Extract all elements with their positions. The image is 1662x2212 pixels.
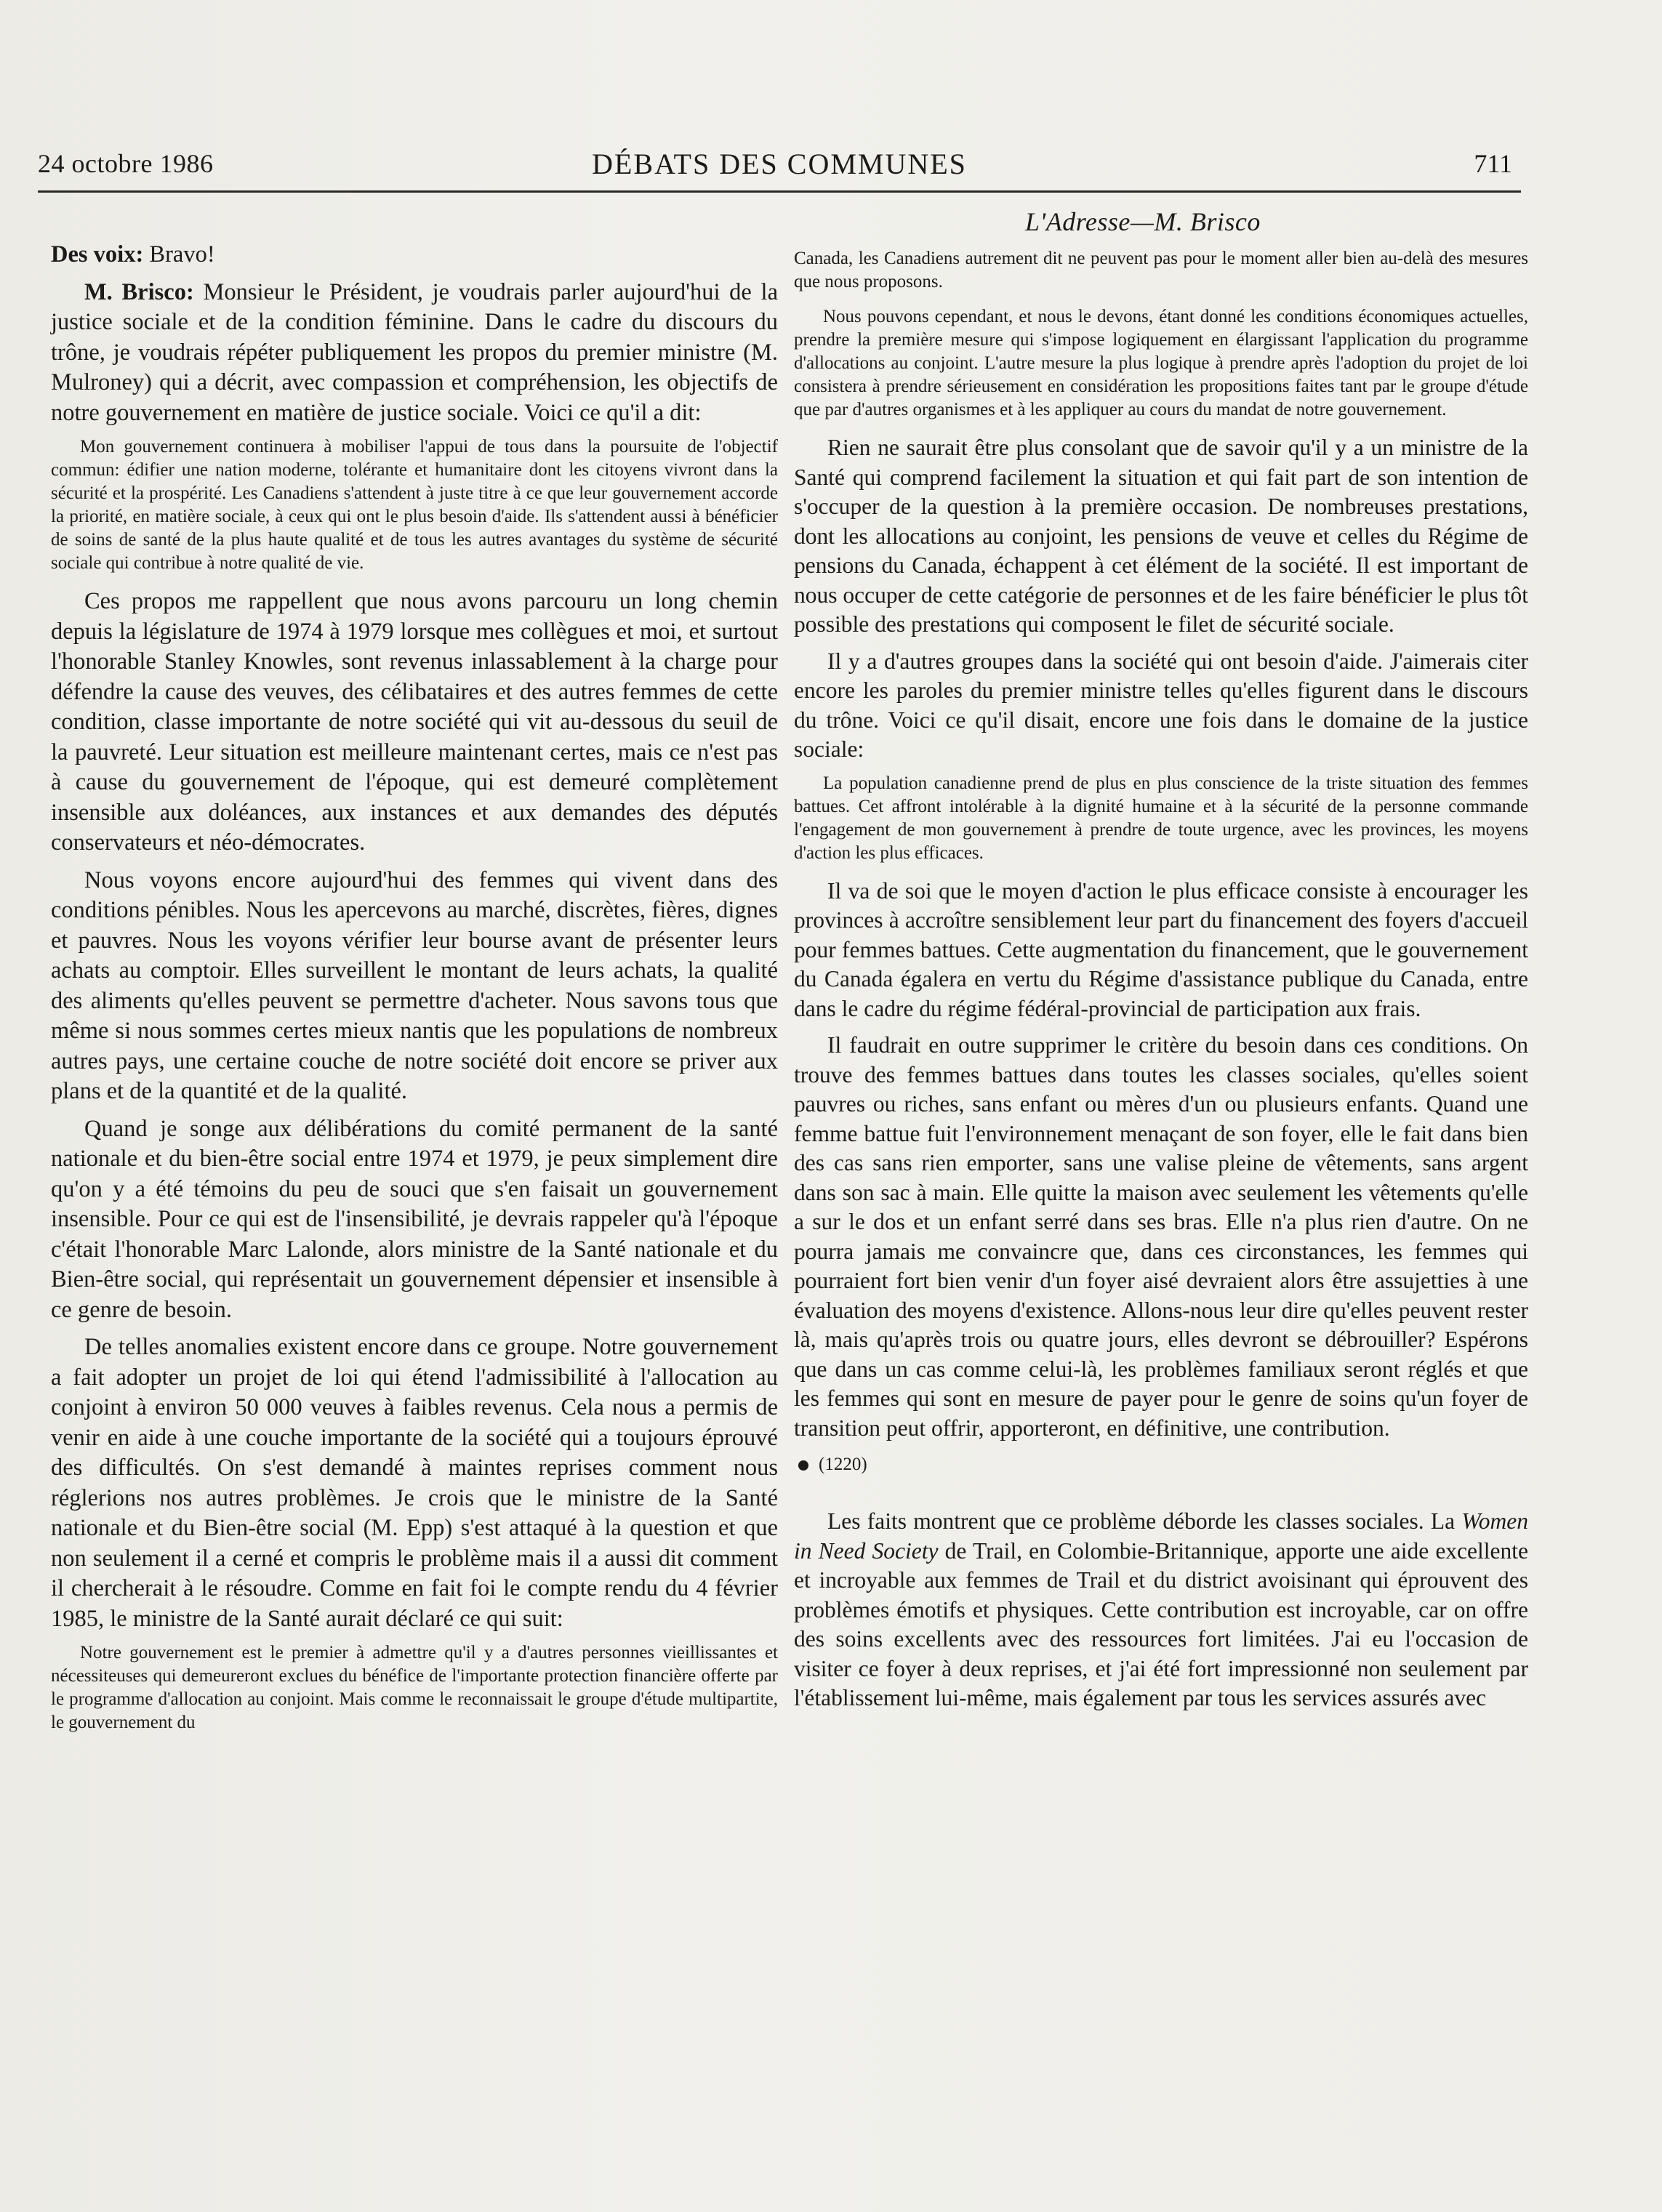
page-number: 711 [1474,149,1512,178]
paragraph [794,1507,1528,1713]
left-column [51,240,778,1746]
quotation: La population canadienne prend de plus en plus conscience de la triste situation des femmes battues. Cet affront intolérable à la dignité humaine et à la sécurité de la personne commande l'engagement de mon gouvernement à prendre de toute urgence, avec les provinces, les moyens d'action les plus efficaces. [794,773,1528,863]
quotation: Mon gouvernement continuera à mobiliser l'appui de tous dans la poursuite de l'objectif commun: édifier une nation moderne, tolérante et humanitaire dont les citoyens vivront dans la sécurité et la prospérité. Les Canadiens s'attendent à juste titre à ce que leur gouvernement accorde la priorité, en matière sociale, à ceux qui ont le plus besoin d'aide. Ils s'attendent aussi à bénéficier de soins de santé de la plus haute qualité et de tous les autres avantages du système de sécurité sociale qui contribue à notre qualité de vie. [51,437,778,573]
paragraph: De telles anomalies existent encore dans ce groupe. Notre gouvernement a fait adopter un projet de loi qui étend l'admissibilité à l'allocation au conjoint à environ 50 000 veuves à faibles revenus. Cela nous a permis de venir en aide à une couche importante de la société qui a toujours éprouvé des difficultés. On s'est demandé à maintes reprises comment nous réglerions nos autres problèmes. Je crois que le ministre de la Santé nationale et du Bien-être social (M. Epp) s'est attaqué à la question et que non seulement il a cerné et compris le problème mais il a aussi dit comment il chercherait à le résoudre. Comme en fait foi le compte rendu du 4 février 1985, le ministre de la Santé aurait déclaré ce qui suit: [51,1334,778,1632]
paragraph: Quand je songe aux délibérations du comité permanent de la santé nationale et du bien-être social entre 1974 et 1979, je peux simplement dire qu'on y a été témoins du peu de souci que s'en faisait un gouvernement insensible. Pour ce qui est de l'insensibilité, je devrais rappeler qu'à l'époque c'était l'honorable Marc Lalonde, alors ministre de la Santé nationale et du Bien-être social, qui représentait un gouvernement dépensier et insensible à ce genre de besoin. [51,1115,778,1323]
page-header [38,142,1521,193]
paragraph: Il y a d'autres groupes dans la société qui ont besoin d'aide. J'aimerais citer encore les paroles du premier ministre telles qu'elles figurent dans le discours du trône. Voici ce qu'il disait, encore une fois dans le domaine de la justice sociale: [794,648,1528,762]
paragraph: Rien ne saurait être plus consolant que de savoir qu'il y a un ministre de la Santé qui comprend facilement la situation et qui fait part de son intention de s'occuper de la question à la première occasion. De nombreuses prestations, dont les allocations au conjoint, les pensions de veuve et celles du Régime de pensions du Canada, échappent à cet élément de la société. Il est important de nous occuper de cette catégorie de personnes et de les faire bénéficier le plus tôt possible des prestations qui composent le filet de sécurité sociale. [794,435,1528,637]
interjection-text: Bravo! [149,241,215,268]
section-subhead: L'Adresse—M. Brisco [1025,207,1261,236]
organization-name: Women in Need Society [794,1508,1528,1564]
header-date: 24 octobre 1986 [38,149,214,178]
header-title: DÉBATS DES COMMUNES [592,148,967,180]
paragraph-text: Monsieur le Président, je voudrais parler aujourd'hui de la justice sociale et de la condition féminine. Dans le cadre du discours du trône, je voudrais répéter publiquement les propos du premier ministre (M. Mulroney) qui a décrit, avec compassion et compréhension, les objectifs de notre gouvernement en matière de justice sociale. Voici ce qu'il a dit: [51,278,778,426]
quotation: Nous pouvons cependant, et nous le devons, étant donné les conditions économiques actuelles, prendre la première mesure qui s'impose logiquement en élargissant l'application du programme d'allocations au conjoint. L'autre mesure la plus logique à prendre après l'adoption du projet de loi consistera à prendre sérieusement en considération les propositions faites tant par le groupe d'étude que par d'autres organismes et à les appliquer au cours du mandat de notre gouvernement. [794,307,1528,419]
paragraph: Il faudrait en outre supprimer le critère du besoin dans ces conditions. On trouve des femmes battues dans toutes les classes sociales, qu'elles soient pauvres ou riches, sans enfant ou mères d'un ou plusieurs enfants. Quand une femme battue fuit l'environnement menaçant de son foyer, elle le fait dans bien des cas sans rien emporter, sans une valise pleine de vêtements, sans argent dans son sac à main. Elle quitte la maison avec seulement les vêtements qu'elle a sur le dos et un enfant serré dans ses bras. Elle n'a plus rien d'autre. On ne pourra jamais me convaincre que, dans ces circonstances, les femmes qui pourraient fort bien venir d'un foyer aisé devraient alors être assujetties à une évaluation des moyens d'existence. Allons-nous leur dire qu'elles peuvent rester là, mais qu'après trois ou quatre jours, elles devront se débrouiller? Espérons que dans un cas comme celui-là, les problèmes familiaux seront réglés et que les femmes qui sont en mesure de payer pour le genre de soins qu'un foyer de transition peut offrir, apporteront, en définitive, une contribution. [794,1032,1528,1441]
quotation: Notre gouvernement est le premier à admettre qu'il y a d'autres personnes vieillissantes et nécessiteuses qui demeureront exclues du bénéfice de l'importante protection financière offerte par le programme d'allocation au conjoint. Mais comme le reconnaissait le groupe d'étude multipartite, le gouvernement du [51,1643,778,1732]
speaker-name: Des voix: [51,241,144,268]
time-marker [798,1455,1528,1475]
bullet-icon [798,1460,808,1471]
quotation-continued: Canada, les Canadiens autrement dit ne peuvent pas pour le moment aller bien au-delà des mesures que nous proposons. [794,249,1528,291]
time-marker-text: (1220) [819,1455,867,1474]
paragraph: Ces propos me rappellent que nous avons parcouru un long chemin depuis la législature de 1974 à 1979 lorsque mes collègues et moi, et surtout l'honorable Stanley Knowles, sont revenus inlassablement à la charge pour défendre la cause des veuves, des célibataires et des autres femmes de cette condition, classe importante de notre société qui vit au-dessous du seuil de la pauvreté. Leur situation est meilleure maintenant certes, mais ce n'est pas à cause du gouvernement de l'époque, qui est demeuré complètement insensible aux doléances, aux instances et aux demandes des députés conservateurs et néo-démocrates. [51,588,778,856]
speech-intro [51,278,778,429]
paragraph-text: de Trail, en Colombie-Britannique, apporte une aide excellente et incroyable aux femmes de Trail et du district avoisinant qui éprouvent des problèmes émotifs et physiques. Cette contribution est incroyable, car on offre des soins excellents avec des ressources fort limitées. J'ai eu l'occasion de visiter ce foyer à deux reprises, et j'ai été fort impressionné non seulement par l'établissement lui-même, mais également par tous les services assurés avec [794,1537,1528,1710]
paragraph: Nous voyons encore aujourd'hui des femmes qui vivent dans des conditions pénibles. Nous les apercevons au marché, discrètes, fières, dignes et pauvres. Nous les voyons vérifier leur bourse avant de présenter leurs achats au comptoir. Elles surveillent le montant de leurs achats, la qualité des aliments qu'elles peuvent se permettre d'acheter. Nous savons tous que même si nous sommes certes mieux nantis que les populations de nombreux autres pays, une certaine couche de notre société doit encore se priver aux plans et de la quantité et de la qualité. [51,866,778,1104]
right-column [794,247,1528,1721]
speaker-name: M. Brisco: [84,278,194,305]
paragraph-text: Les faits montrent que ce problème déborde les classes sociales. La [827,1508,1462,1534]
interjection [51,240,778,270]
paragraph: Il va de soi que le moyen d'action le plus efficace consiste à encourager les provinces à accroître sensiblement leur part du financement des foyers d'accueil pour femmes battues. Cette augmentation du financement, que le gouvernement du Canada égalera en vertu du Régime d'assistance publique du Canada, entre dans le cadre du régime fédéral-provincial de participation aux frais. [794,877,1528,1021]
